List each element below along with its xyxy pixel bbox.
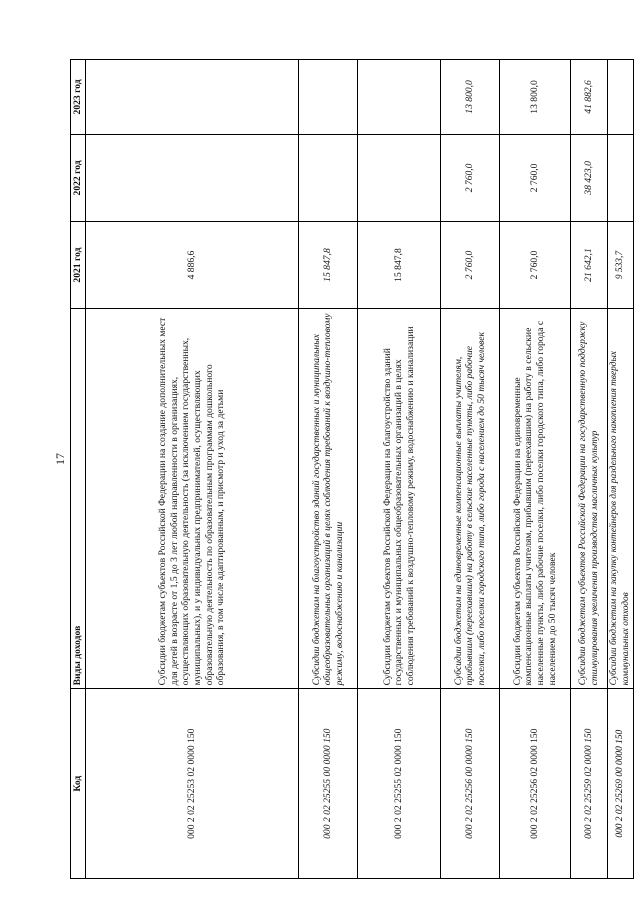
table-row — [299, 60, 358, 879]
row-value-2023: 13 800,0 — [441, 60, 500, 135]
table-viewport — [70, 59, 631, 879]
row-value-2021: 15 847,8 — [299, 221, 358, 308]
row-value-2021: 21 642,1 — [571, 221, 608, 308]
row-code: 000 2 02 25269 00 0000 150 — [608, 689, 634, 879]
row-name: Субсидии бюджетам субъектов Российской Федерации на создание дополнительных мест для детей в возрасте от 1,5 до 3 лет любой направленности в организациях, осуществляющих образовательную деятельность (за исключением государственных, муниципальных), и у индивидуальных предпринимателей, осуществляющих образовательную деятельность по образовательным программам дошкольного образования, в том числе адаптированным, и присмотр и уход за детьми — [86, 309, 299, 689]
revenue-table — [70, 59, 634, 879]
row-value-2023 — [299, 60, 358, 135]
table-header-row — [71, 60, 86, 879]
table-row — [571, 60, 608, 879]
header-2023: 2023 год — [71, 60, 86, 135]
row-value-2022 — [608, 134, 634, 221]
table-row — [500, 60, 571, 879]
row-name: Субсидии бюджетам субъектов Российской Федерации на государственную поддержку стимулирования увеличения производства масличных культур — [571, 309, 608, 689]
row-code: 000 2 02 25255 00 0000 150 — [299, 689, 358, 879]
header-2022: 2022 год — [71, 134, 86, 221]
row-value-2021: 9 533,7 — [608, 221, 634, 308]
row-value-2021: 4 886,6 — [86, 221, 299, 308]
row-value-2023 — [358, 60, 441, 135]
header-name: Виды доходов — [71, 309, 86, 689]
row-value-2021: 15 847,8 — [358, 221, 441, 308]
row-value-2022 — [86, 134, 299, 221]
row-name: Субсидии бюджетам субъектов Российской Федерации на единовременные компенсационные выплаты учителям, прибывшим (переехавшим) на работу в сельские населенные пункты, либо рабочие поселки, либо поселки городского типа, либо города с населением до 50 тысяч человек — [500, 309, 571, 689]
table-rotated-container — [70, 59, 631, 879]
row-name: Субсидии бюджетам на благоустройство зданий государственных и муниципальных общеобразовательных организаций в целях соблюдения требований к воздушно-тепловому режиму, водоснабжению и канализации — [299, 309, 358, 689]
table-row — [86, 60, 299, 879]
row-name: Субсидии бюджетам субъектов Российской Федерации на благоустройство зданий государственных и муниципальных общеобразовательных организаций в целях соблюдения требований к воздушно-тепловому режиму, водоснабжению и канализации — [358, 309, 441, 689]
row-code: 000 2 02 25256 02 0000 150 — [500, 689, 571, 879]
row-name: Субсидии бюджетам на единовременные компенсационные выплаты учителям, прибывшим (переехавшим) на работу в сельские населенные пункты, либо рабочие поселки, либо поселки городского типа, либо города с населением до 50 тысяч человек — [441, 309, 500, 689]
table-row — [608, 60, 634, 879]
row-value-2022: 2 760,0 — [441, 134, 500, 221]
row-value-2023 — [86, 60, 299, 135]
row-value-2023: 41 882,6 — [571, 60, 608, 135]
row-value-2022: 2 760,0 — [500, 134, 571, 221]
row-code: 000 2 02 25255 02 0000 150 — [358, 689, 441, 879]
row-value-2023: 13 800,0 — [500, 60, 571, 135]
row-code: 000 2 02 25256 00 0000 150 — [441, 689, 500, 879]
page-number: 17 — [53, 453, 67, 465]
row-value-2021: 2 760,0 — [441, 221, 500, 308]
row-value-2022 — [358, 134, 441, 221]
row-value-2021: 2 760,0 — [500, 221, 571, 308]
row-code: 000 2 02 25259 02 0000 150 — [571, 689, 608, 879]
row-value-2022: 38 423,0 — [571, 134, 608, 221]
row-code: 000 2 02 25253 02 0000 150 — [86, 689, 299, 879]
row-name: Субсидии бюджетам на закупку контейнеров для раздельного накопления твердых коммунальных отходов — [608, 309, 634, 689]
row-value-2023 — [608, 60, 634, 135]
header-2021: 2021 год — [71, 221, 86, 308]
row-value-2022 — [299, 134, 358, 221]
table-row — [358, 60, 441, 879]
table-row — [441, 60, 500, 879]
header-code: Код — [71, 689, 86, 879]
